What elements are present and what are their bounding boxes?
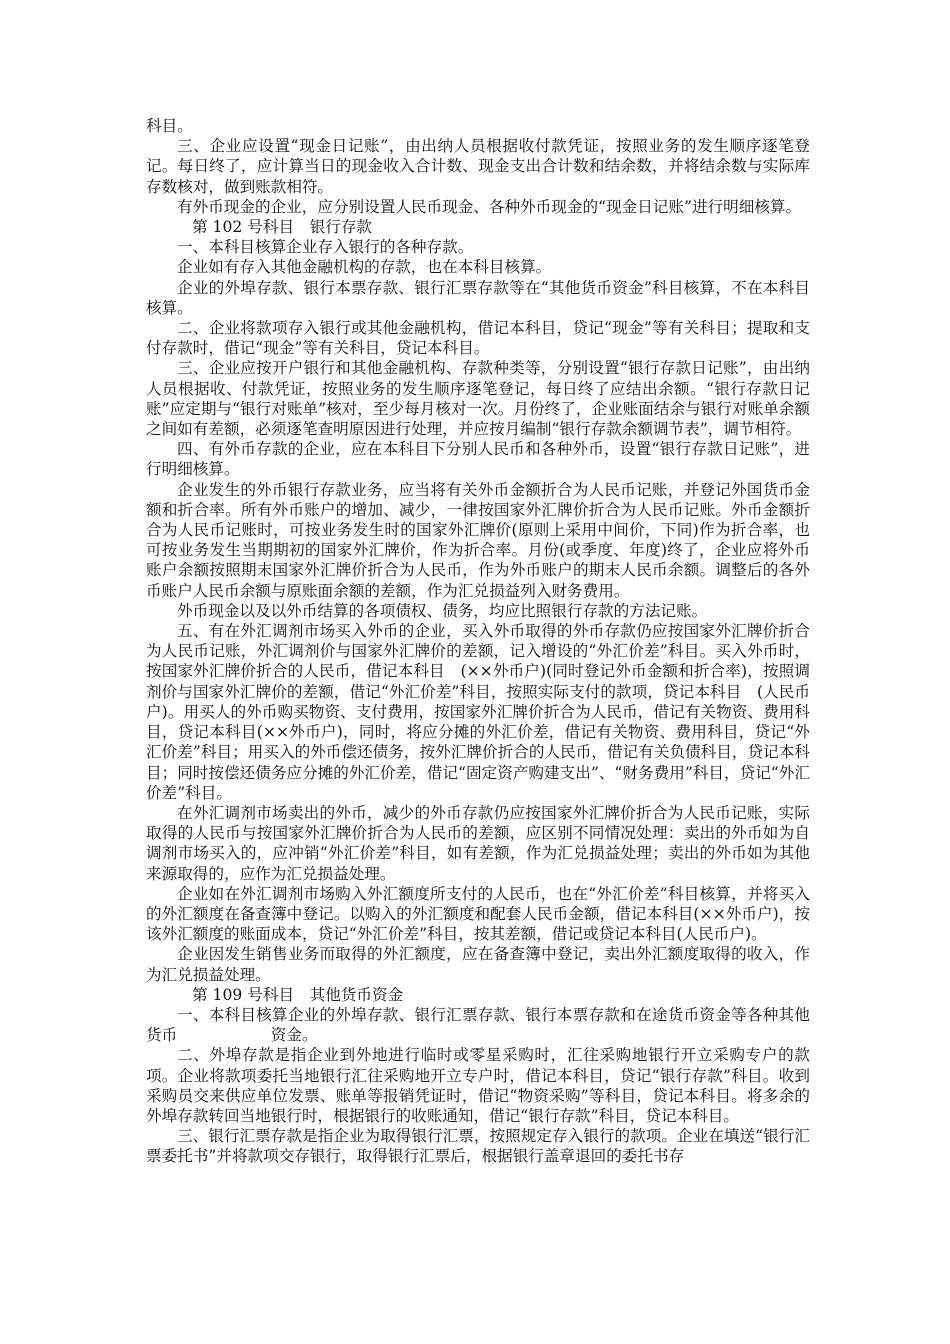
paragraph: 企业如有存入其他金融机构的存款，也在本科目核算。 — [177, 258, 552, 277]
paragraph: 二、外埠存款是指企业到外地进行临时或零星采购时，汇往采购地银行开立采购专户的款项。企业将款项委托当地银行汇往采购地开立专户时，借记本科目，贷记“银行存款”科目。收到采购员交来供应单位发票、账单等报销凭证时，借记“物资采购”等科目，贷记本科目。将多余的外埠存款转回当地银行时，根据银行的收账通知，借记“银行存款”科目，贷记本科目。 — [146, 1046, 810, 1125]
paragraph: 企业如在外汇调剂市场购入外汇额度所支付的人民币，也在“外汇价差”科目核算，并将买入的外汇额度在备查簿中登记。以购入的外汇额度和配套人民币金额，借记本科目(××外币户)，按该外汇额度的账面成本，贷记“外汇价差”科目，按其差额，借记或贷记本科目(人民币户)。 — [146, 884, 810, 944]
paragraph: 科目。 — [146, 117, 193, 135]
paragraph: 企业因发生销售业务而取得的外汇额度，应在备查簿中登记，卖出外汇额度取得的收入，作为汇兑损益处理。 — [146, 945, 810, 984]
section-heading: 第 109 号科目 其他货币资金 — [192, 985, 404, 1004]
paragraph: 在外汇调剂市场卖出的外币，减少的外币存款仍应按国家外汇牌价折合为人民币记账，实际取得的人民币与按国家外汇牌价折合为人民币的差额，应区别不同情况处理：卖出的外币如为自调剂市场买入的，应冲销“外汇价差”科目，如有差额，作为汇兑损益处理；卖出的外币如为其他来源取得的，应作为汇兑损益处理。 — [146, 803, 810, 883]
paragraph: 企业发生的外币银行存款业务，应当将有关外币金额折合为人民币记账，并登记外国货币金额和折合率。所有外币账户的增加、减少，一律按国家外汇牌价折合为人民币记账。外币金额折合为人民币记账时，可按业务发生时的国家外汇牌价(原则上采用中间价，下同)作为折合率，也可按业务发生当期期初的国家外汇牌价，作为折合率。月份(或季度、年度)终了，企业应将外币账户余额按照期末国家外汇牌价折合为人民币，作为外币账户的期末人民币余额。调整后的各外币账户人民币余额与原账面余额的差额，作为汇兑损益列入财务费用。 — [146, 480, 810, 600]
paragraph: 五、有在外汇调剂市场买入外币的企业，买入外币取得的外币存款仍应按国家外汇牌价折合为人民币记账，外汇调剂价与国家外汇牌价的差额，记入增设的“外汇价差”科目。买入外币时，按国家外汇牌价折合的人民币，借记本科目 (××外币户)(同时登记外币金额和折合率)，按照调剂价与国家外汇牌价的差额，借记“外汇价差”科目，按照实际支付的款项，贷记本科目 (人民币户)。用买人的外币购买物资、支付费用，按国家外汇牌价折合为人民币，借记有关物资、费用科目，贷记本科目(××外币户)，同时，将应分摊的外汇价差，借记有关物资、费用科目，贷记“外汇价差”科目；用买入的外币偿还债务，按外汇牌价折合的人民币，借记有关负债科目，贷记本科目；同时按偿还债务应分摊的外汇价差，借记“固定资产购建支出”、“财务费用”科目，贷记“外汇价差”科目。 — [146, 622, 810, 802]
paragraph: 一、本科目核算企业的外埠存款、银行汇票存款、银行本票存款和在途货币资金等各种其他货币 资金。 — [146, 1005, 810, 1045]
paragraph: 有外币现金的企业，应分别设置人民币现金、各种外币现金的“现金日记账”进行明细核算。 — [177, 197, 802, 216]
paragraph: 三、企业应设置“现金日记账”，由出纳人员根据收付款凭证，按照业务的发生顺序逐笔登记。每日终了，应计算当日的现金收入合计数、现金支出合计数和结余数，并将结余数与实际库存数核对，做到账款相符。 — [146, 137, 810, 196]
paragraph: 企业的外埠存款、银行本票存款、银行汇票存款等在“其他货币资金”科目核算，不在本科目核算。 — [146, 278, 810, 317]
paragraph: 四、有外币存款的企业，应在本科目下分别人民币和各种外币，设置“银行存款日记账”，进行明细核算。 — [146, 440, 810, 479]
paragraph: 三、企业应按开户银行和其他金融机构、存款种类等，分别设置“银行存款日记账”，由出纳人员根据收、付款凭证，按照业务的发生顺序逐笔登记，每日终了应结出余额。“银行存款日记账”应定期与“银行对账单”核对，至少每月核对一次。月份终了，企业账面结余与银行对账单余额之间如有差额，必须逐笔查明原因进行处理，并应按月编制“银行存款余额调节表”，调节相符。 — [146, 359, 810, 439]
section-heading: 第 102 号科目 银行存款 — [192, 218, 373, 237]
paragraph: 一、本科目核算企业存入银行的各种存款。 — [177, 238, 474, 257]
paragraph: 二、企业将款项存入银行或其他金融机构，借记本科目，贷记“现金”等有关科目；提取和支付存款时，借记“现金”等有关科目，贷记本科目。 — [146, 319, 810, 358]
document-body — [146, 116, 810, 1167]
paragraph: 外币现金以及以外币结算的各项债权、债务，均应比照银行存款的方法记账。 — [177, 601, 708, 620]
paragraph: 三、银行汇票存款是指企业为取得银行汇票，按照规定存入银行的款项。企业在填送“银行汇票委托书”并将款项交存银行，取得银行汇票后，根据银行盖章退回的委托书存 — [146, 1127, 810, 1166]
